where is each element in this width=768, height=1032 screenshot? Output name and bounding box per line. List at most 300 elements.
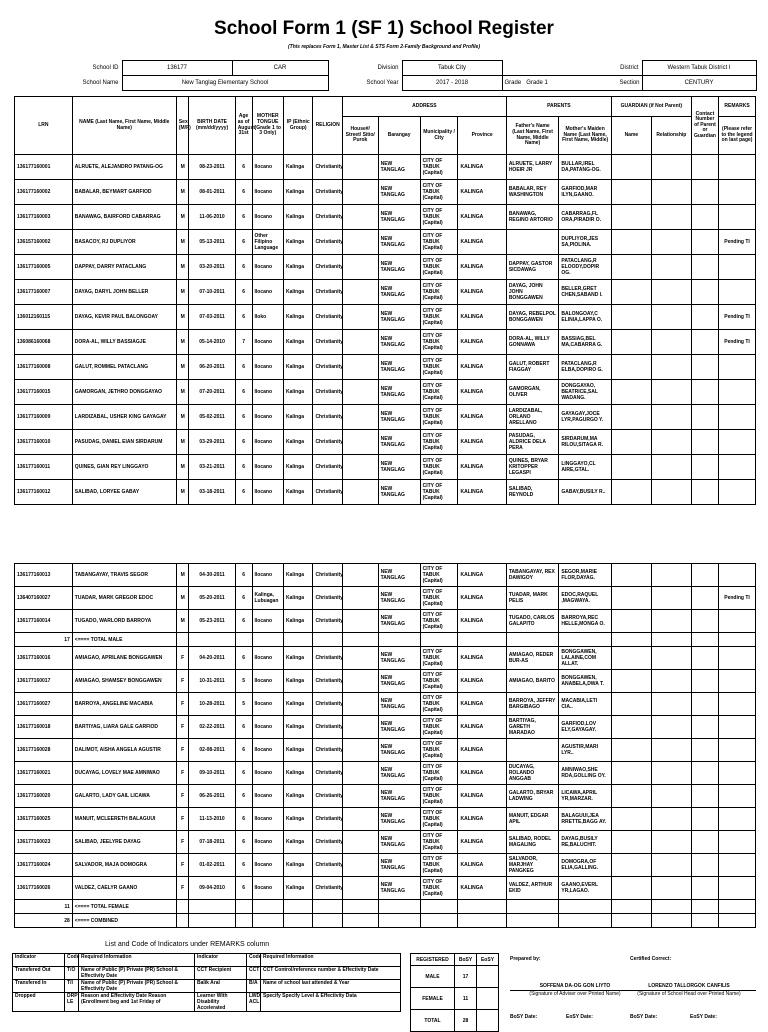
cell-contact (691, 808, 718, 831)
cell-contact (691, 330, 718, 355)
cell-name: BARTIYAG, LIARA GALE GARFIOD (72, 716, 176, 739)
cell-father-name: TABANGAYAY, REX DAWIGOY (506, 564, 559, 587)
empty-cell (235, 633, 252, 647)
cell-province: KALINGA (458, 455, 506, 480)
cell-contact (691, 762, 718, 785)
cell-province: KALINGA (458, 155, 506, 180)
cell-remarks (719, 180, 756, 205)
cell-mother-tongue: Ilocano (252, 785, 284, 808)
cell-municipality: CITY OF TABUK (Capital) (420, 355, 458, 380)
cell-ip-group: Kalinga (284, 670, 313, 693)
cell-province: KALINGA (458, 230, 506, 255)
cell-house (342, 762, 378, 785)
cell-remarks: Pending TI (719, 230, 756, 255)
cell-house (342, 180, 378, 205)
register-body-page-1 (15, 155, 756, 505)
cell-province: KALINGA (458, 355, 506, 380)
cell-mother-name: GAANO,EVERL YR,LAGAO. (559, 877, 612, 900)
cell-mother-name: DOMOGRA,OF ELIA,GALLING. (559, 854, 612, 877)
table-row (15, 854, 756, 877)
cell-remarks (719, 255, 756, 280)
cell-relationship (651, 647, 691, 670)
cell-contact (691, 305, 718, 330)
cell-sex: F (176, 693, 189, 716)
cell-lrn: 136177160011 (15, 455, 73, 480)
cell-mother-name: DAYAG,BUSILY RE,BALUCHIT. (559, 831, 612, 854)
cell-sex: M (176, 564, 189, 587)
cell-remarks (719, 831, 756, 854)
cell-birth-date: 03-29-2011 (189, 430, 235, 455)
cell-relationship (651, 155, 691, 180)
legend-cell: Learner With Disability Accelerated (195, 993, 247, 1012)
cell-municipality: CITY OF TABUK (Capital) (420, 762, 458, 785)
cell-barangay: NEW TANGLAG (378, 380, 420, 405)
cell-remarks (719, 693, 756, 716)
empty-cell (235, 900, 252, 914)
cell-remarks (719, 564, 756, 587)
table-row (15, 180, 756, 205)
cell-age: 6 (235, 854, 252, 877)
cell-province: KALINGA (458, 587, 506, 610)
cell-age: 6 (235, 587, 252, 610)
cell-contact (691, 831, 718, 854)
cell-remarks (719, 610, 756, 633)
empty-cell (252, 900, 284, 914)
cell-province: KALINGA (458, 670, 506, 693)
cell-relationship (651, 716, 691, 739)
summary-head-bosy: BoSY (455, 954, 477, 966)
cell-relationship (651, 255, 691, 280)
school-year-label: School Year (366, 80, 399, 86)
cell-father-name: BARROYA, JEFFRY BARGIBAGO (506, 693, 559, 716)
cell-mother-tongue: Ilocano (252, 877, 284, 900)
cell-municipality: CITY OF TABUK (Capital) (420, 455, 458, 480)
cell-birth-date: 07-10-2011 (189, 280, 235, 305)
head-bosy-date: BoSY Date: (630, 1014, 658, 1020)
cell-religion: Christianity (313, 330, 342, 355)
cell-guardian-name (611, 455, 651, 480)
cell-religion: Christianity (313, 255, 342, 280)
cell-father-name: TUADAR, MARK PELIS (506, 587, 559, 610)
cell-sex: M (176, 610, 189, 633)
cell-lrn: 136177160025 (15, 808, 73, 831)
cell-municipality: CITY OF TABUK (Capital) (420, 831, 458, 854)
table-row (15, 831, 756, 854)
table-row (15, 647, 756, 670)
cell-barangay: NEW TANGLAG (378, 762, 420, 785)
cell-barangay: NEW TANGLAG (378, 693, 420, 716)
cell-lrn: 136012160115 (15, 305, 73, 330)
grade-value: Grade 1 (526, 80, 548, 86)
total-label: <==== COMBINED (72, 914, 176, 928)
cell-house (342, 831, 378, 854)
empty-cell (651, 914, 691, 928)
table-row (15, 155, 756, 180)
cell-province: KALINGA (458, 610, 506, 633)
empty-cell (284, 914, 313, 928)
cell-name: TUADAR, MARK GREGOR EDOC (72, 587, 176, 610)
summary-total-eosy (477, 1010, 499, 1032)
empty-cell (506, 633, 559, 647)
cell-birth-date: 06-26-2011 (189, 785, 235, 808)
empty-cell (458, 914, 506, 928)
cell-lrn: 136177160010 (15, 430, 73, 455)
empty-cell (611, 633, 651, 647)
cell-contact (691, 587, 718, 610)
cell-father-name: BARTIYAG, GARETH MARADAO (506, 716, 559, 739)
cell-guardian-name (611, 564, 651, 587)
cell-municipality: CITY OF TABUK (Capital) (420, 739, 458, 762)
cell-mother-name: BONGGAWEN, ANABELA,DWA T. (559, 670, 612, 693)
cell-contact (691, 716, 718, 739)
cell-age: 6 (235, 877, 252, 900)
empty-cell (420, 900, 458, 914)
cell-house (342, 670, 378, 693)
cell-ip-group: Kalinga (284, 305, 313, 330)
cell-guardian-name (611, 305, 651, 330)
cell-guardian-name (611, 762, 651, 785)
cell-age: 6 (235, 785, 252, 808)
summary-female-bosy: 11 (455, 988, 477, 1010)
cell-barangay: NEW TANGLAG (378, 610, 420, 633)
legend-cell: T/I (65, 980, 79, 993)
cell-province: KALINGA (458, 785, 506, 808)
cell-remarks (719, 716, 756, 739)
cell-house (342, 739, 378, 762)
cell-ip-group: Kalinga (284, 785, 313, 808)
cell-municipality: CITY OF TABUK (Capital) (420, 180, 458, 205)
cell-religion: Christianity (313, 230, 342, 255)
total-count: 17 (15, 633, 73, 647)
cell-guardian-name (611, 280, 651, 305)
cell-father-name: LARDIZABAL, ORLANO ARELLANO (506, 405, 559, 430)
cell-lrn: 136177160002 (15, 180, 73, 205)
cell-house (342, 330, 378, 355)
table-row (15, 716, 756, 739)
cell-father-name: DAYAG, JOHN JOHN BONGGAWEN (506, 280, 559, 305)
cell-sex: F (176, 854, 189, 877)
cell-age: 6 (235, 305, 252, 330)
cell-municipality: CITY OF TABUK (Capital) (420, 564, 458, 587)
cell-lrn: 136177160012 (15, 480, 73, 505)
cell-sex: F (176, 831, 189, 854)
empty-cell (176, 633, 189, 647)
cell-mother-name: DONGGAYAO, BEATRICE,SAL WADANG. (559, 380, 612, 405)
cell-municipality: CITY OF TABUK (Capital) (420, 670, 458, 693)
cell-name: BABALAR, BEYMART GARFIOD (72, 180, 176, 205)
cell-remarks: Pending TI (719, 330, 756, 355)
preparer-caption: (Signature of Adviser over Printed Name) (510, 990, 640, 997)
cell-relationship (651, 610, 691, 633)
cell-mother-tongue: Ilocano (252, 762, 284, 785)
cell-name: GAMORGAN, JETHRO DONGGAYAO (72, 380, 176, 405)
cell-sex: M (176, 155, 189, 180)
cell-barangay: NEW TANGLAG (378, 785, 420, 808)
cell-religion: Christianity (313, 739, 342, 762)
cell-mother-name: AGUSTIR,MARI LYR.. (559, 739, 612, 762)
cell-house (342, 587, 378, 610)
empty-cell (252, 633, 284, 647)
table-row (15, 480, 756, 505)
cell-guardian-name (611, 610, 651, 633)
cell-contact (691, 647, 718, 670)
cell-religion: Christianity (313, 716, 342, 739)
cell-remarks: Pending TI (719, 587, 756, 610)
cell-contact (691, 280, 718, 305)
cell-mother-name: GARFIOD,MAR ILYN,GAANO. (559, 180, 612, 205)
cell-lrn: 136177160001 (15, 155, 73, 180)
school-id-label: School ID (92, 65, 119, 71)
table-row (15, 587, 756, 610)
cell-birth-date: 04-30-2011 (189, 564, 235, 587)
cell-lrn: 136177160017 (15, 670, 73, 693)
empty-cell (611, 914, 651, 928)
cell-father-name: PASUDAG, ALDRICE DELA PERA (506, 430, 559, 455)
col-mother-tongue: MOTHER TONGUE (Grade 1 to 3 Only) (252, 97, 284, 155)
cell-ip-group: Kalinga (284, 854, 313, 877)
cell-mother-tongue: Kalinga, Lubuagan (252, 587, 284, 610)
cell-house (342, 647, 378, 670)
cell-relationship (651, 305, 691, 330)
cell-ip-group: Kalinga (284, 380, 313, 405)
cell-house (342, 405, 378, 430)
cell-province: KALINGA (458, 280, 506, 305)
cell-municipality: CITY OF TABUK (Capital) (420, 480, 458, 505)
total-label: <==== TOTAL MALE (72, 633, 176, 647)
cell-municipality: CITY OF TABUK (Capital) (420, 587, 458, 610)
school-name-label: School Name (82, 80, 119, 86)
cell-remarks (719, 854, 756, 877)
empty-cell (378, 900, 420, 914)
cell-father-name: AMIAGAO, REDER BUR-AS (506, 647, 559, 670)
cell-sex: F (176, 739, 189, 762)
legend-title: List and Code of Indicators under REMARKS column (105, 941, 270, 948)
cell-father-name: AMIAGAO, BARITO (506, 670, 559, 693)
cell-ip-group: Kalinga (284, 610, 313, 633)
cell-father-name: TUGADO, CARLOS GALAPITO (506, 610, 559, 633)
cell-age: 6 (235, 280, 252, 305)
cell-remarks (719, 785, 756, 808)
cell-remarks (719, 430, 756, 455)
cell-municipality: CITY OF TABUK (Capital) (420, 430, 458, 455)
cell-sex: F (176, 762, 189, 785)
cell-province: KALINGA (458, 831, 506, 854)
cell-remarks (719, 647, 756, 670)
empty-cell (691, 633, 718, 647)
empty-cell (378, 633, 420, 647)
legend-cell: DRP LE (65, 993, 79, 1012)
cell-barangay: NEW TANGLAG (378, 405, 420, 430)
empty-cell (342, 914, 378, 928)
cell-relationship (651, 739, 691, 762)
cell-barangay: NEW TANGLAG (378, 564, 420, 587)
cell-religion: Christianity (313, 305, 342, 330)
cell-contact (691, 854, 718, 877)
empty-cell (458, 633, 506, 647)
legend-cell: LWD ACL (247, 993, 261, 1012)
cell-remarks (719, 670, 756, 693)
cell-birth-date: 03-21-2011 (189, 455, 235, 480)
cell-birth-date: 03-18-2011 (189, 480, 235, 505)
cell-lrn: 136407160027 (15, 587, 73, 610)
cell-municipality: CITY OF TABUK (Capital) (420, 808, 458, 831)
cell-age: 6 (235, 647, 252, 670)
cell-lrn: 136177160013 (15, 564, 73, 587)
cell-relationship (651, 587, 691, 610)
table-row (15, 762, 756, 785)
cell-guardian-name (611, 405, 651, 430)
cell-religion: Christianity (313, 854, 342, 877)
empty-cell (378, 914, 420, 928)
summary-female-eosy (477, 988, 499, 1010)
cell-municipality: CITY OF TABUK (Capital) (420, 647, 458, 670)
table-row (15, 877, 756, 900)
table-row (15, 455, 756, 480)
cell-ip-group: Kalinga (284, 587, 313, 610)
legend-cell: Dropped (13, 993, 65, 1012)
cell-birth-date: 05-23-2011 (189, 610, 235, 633)
cell-house (342, 693, 378, 716)
col-mother: Mother's Maiden Name (Last Name, First Name, Middle) (559, 117, 612, 155)
cell-religion: Christianity (313, 280, 342, 305)
cell-barangay: NEW TANGLAG (378, 647, 420, 670)
cell-ip-group: Kalinga (284, 180, 313, 205)
cell-father-name: DORA-AL, WILLY GONNAWA (506, 330, 559, 355)
cell-ip-group: Kalinga (284, 205, 313, 230)
cell-contact (691, 355, 718, 380)
cell-birth-date: 07-03-2011 (189, 305, 235, 330)
cell-birth-date: 11-06-2010 (189, 205, 235, 230)
cell-guardian-name (611, 854, 651, 877)
cell-mother-tongue: Ilocano (252, 205, 284, 230)
cell-lrn: 136177160015 (15, 380, 73, 405)
cell-name: QUINES, GIAN REY LINGGAYO (72, 455, 176, 480)
cell-age: 6 (235, 480, 252, 505)
cell-barangay: NEW TANGLAG (378, 180, 420, 205)
cell-religion: Christianity (313, 831, 342, 854)
cell-ip-group: Kalinga (284, 480, 313, 505)
cell-birth-date: 05-02-2011 (189, 405, 235, 430)
cell-age: 6 (235, 455, 252, 480)
cell-barangay: NEW TANGLAG (378, 877, 420, 900)
cell-religion: Christianity (313, 205, 342, 230)
cell-sex: M (176, 480, 189, 505)
cell-name: MANUIT, MCLEERETH BALAGUUI (72, 808, 176, 831)
cell-province: KALINGA (458, 205, 506, 230)
cell-barangay: NEW TANGLAG (378, 739, 420, 762)
cell-relationship (651, 405, 691, 430)
cell-mother-tongue: Ilocano (252, 355, 284, 380)
cell-contact (691, 480, 718, 505)
col-barangay: Barangay (378, 117, 420, 155)
cell-mother-name: BALAGUUI,JEA RRETTE,BAGG AY. (559, 808, 612, 831)
cell-guardian-name (611, 380, 651, 405)
cell-contact (691, 455, 718, 480)
table-row (15, 205, 756, 230)
cell-remarks (719, 380, 756, 405)
cell-religion: Christianity (313, 877, 342, 900)
cell-sex: M (176, 230, 189, 255)
empty-cell (506, 900, 559, 914)
cell-father-name: DAYAG, REBELPOL BONGGAWEN (506, 305, 559, 330)
cell-remarks (719, 455, 756, 480)
cell-name: SALIBAD, JEELYRE DAYAG (72, 831, 176, 854)
cell-remarks (719, 205, 756, 230)
cell-name: SALIBAD, LORYEE GABAY (72, 480, 176, 505)
region-value: CAR (232, 61, 328, 76)
cell-mother-tongue: Other Filipino Language (252, 230, 284, 255)
form-subtitle: (This replaces Form 1, Master List & STS Form 2-Family Background and Profile) (288, 44, 480, 50)
cell-guardian-name (611, 716, 651, 739)
cell-father-name: SALIBAD, RODEL MAGALING (506, 831, 559, 854)
cell-contact (691, 405, 718, 430)
cell-mother-name: LINGGAYO,CL AIRE,GTAL. (559, 455, 612, 480)
legend-cell: CCT Control/reference number & Effectivity Date (261, 967, 401, 980)
cell-contact (691, 155, 718, 180)
cell-name: GALARTO, LADY GAIL LICAWA (72, 785, 176, 808)
cell-remarks (719, 405, 756, 430)
empty-cell (559, 914, 612, 928)
section-label: Section (619, 80, 640, 86)
cell-municipality: CITY OF TABUK (Capital) (420, 380, 458, 405)
total-row (15, 914, 756, 928)
summary-male-bosy: 17 (455, 966, 477, 988)
empty-cell (651, 900, 691, 914)
cell-age: 6 (235, 610, 252, 633)
cell-sex: M (176, 255, 189, 280)
cell-ip-group: Kalinga (284, 455, 313, 480)
cell-province: KALINGA (458, 693, 506, 716)
cell-birth-date: 06-20-2011 (189, 355, 235, 380)
cell-father-name: BABALAR, REY WASHINGTON (506, 180, 559, 205)
cell-mother-name: MACABIA,LETI CIA.. (559, 693, 612, 716)
empty-cell (313, 900, 342, 914)
legend-cell: Balik Aral (195, 980, 247, 993)
cell-mother-tongue: Ilocano (252, 180, 284, 205)
cell-ip-group: Kalinga (284, 405, 313, 430)
summary-head-registered: REGISTERED (411, 954, 455, 966)
empty-cell (458, 900, 506, 914)
cell-relationship (651, 762, 691, 785)
cell-remarks (719, 480, 756, 505)
cell-house (342, 785, 378, 808)
cell-guardian-name (611, 808, 651, 831)
cell-lrn: 136177160005 (15, 255, 73, 280)
grade-cell (502, 76, 642, 91)
empty-cell (420, 633, 458, 647)
cell-lrn: 136177160028 (15, 739, 73, 762)
cell-age: 6 (235, 564, 252, 587)
cell-birth-date: 11-13-2010 (189, 808, 235, 831)
empty-cell (506, 914, 559, 928)
cell-religion: Christianity (313, 380, 342, 405)
cell-mother-name: BELLER,GRET CHEN,SABAND I. (559, 280, 612, 305)
cell-mother-tongue: Ilocano (252, 564, 284, 587)
total-label: <==== TOTAL FEMALE (72, 900, 176, 914)
cell-ip-group: Kalinga (284, 739, 313, 762)
school-head-caption: (Signature of School Head over Printed Name) (622, 990, 756, 997)
cell-guardian-name (611, 330, 651, 355)
cell-relationship (651, 230, 691, 255)
cell-province: KALINGA (458, 808, 506, 831)
cell-religion: Christianity (313, 670, 342, 693)
register-body-page-2 (15, 564, 756, 928)
empty-cell (691, 914, 718, 928)
cell-barangay: NEW TANGLAG (378, 808, 420, 831)
cell-relationship (651, 808, 691, 831)
cell-religion: Christianity (313, 808, 342, 831)
cell-province: KALINGA (458, 762, 506, 785)
